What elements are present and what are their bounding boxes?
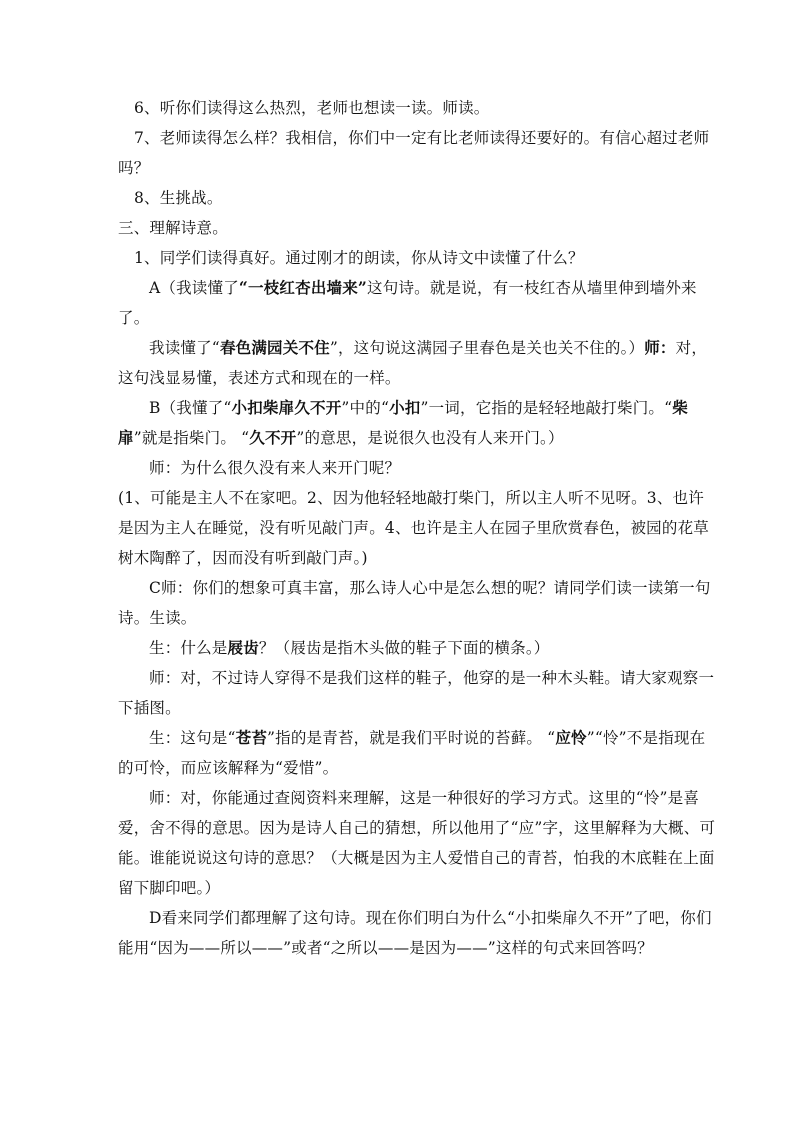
bold-phrase: 应怜 [555, 728, 587, 747]
text-run: 6、听你们读得这么热烈，老师也想读一读。师读。 [134, 99, 490, 117]
text-run: 1、同学们读得真好。通过刚才的朗读，你从诗文中读懂了什么？ [134, 249, 584, 267]
paragraph [118, 93, 718, 123]
paragraph [118, 633, 718, 663]
paragraph [118, 723, 718, 783]
text-run: 师：对，你能通过查阅资料来理解，这是一种很好的学习方式。这里的“怜”是喜爱，舍不得的意思。因为是诗人自己的猜想，所以他用了“应”字，这里解释为大概、可能。谁能说说这句诗的意思？（大概是因为主人爱惜自己的青苔，怕我的木底鞋在上面留下脚印吧。） [118, 789, 716, 897]
text-run: 师：对，不过诗人穿得不是我们这样的鞋子，他穿的是一种木头鞋。请大家观察一下插图。 [118, 669, 715, 717]
text-run: ？（屐齿是指木头做的鞋子下面的横条。） [258, 639, 550, 657]
paragraph [118, 663, 718, 723]
text-run: 我读懂了“ [149, 339, 220, 357]
lesson-text [118, 93, 718, 963]
text-run: ”就是指柴门。 “ [133, 429, 250, 447]
bold-phrase: 小扣 [389, 398, 421, 417]
text-run: ”中的“ [341, 399, 390, 417]
bold-phrase: 苍苔 [235, 728, 268, 747]
paragraph [118, 273, 718, 333]
text-run: D看来同学们都理解了这句诗。现在你们明白为什么“小扣柴扉久不开”了吧，你们能用“因为——所以——”或者“之所以——是因为——”这样的句式来回答吗？ [118, 909, 712, 957]
paragraph [118, 183, 718, 213]
text-run: C师：你们的想象可真丰富，那么诗人心中是怎么想的呢？请同学们读一读第一句诗。生读。 [118, 579, 711, 627]
text-run: B（我懂了“ [149, 399, 232, 417]
text-run: 生：什么是 [149, 639, 228, 657]
paragraph [118, 903, 718, 963]
text-run: ”，这句说这满园子里春色是关也关不住的。） [329, 339, 645, 357]
text-run: 8、生挑战。 [134, 189, 223, 207]
bold-phrase: 屐齿 [227, 638, 259, 657]
paragraph [118, 243, 718, 273]
text-run: ”一词，它指的是轻轻地敲打柴门。“ [420, 399, 673, 417]
bold-phrase: 久不开 [249, 428, 297, 447]
bold-phrase: 小扣柴扉久不开 [231, 398, 342, 417]
text-run: 这句诗。就是说，有一枝红杏从墙里伸到墙外来了。 [118, 279, 697, 327]
paragraph [118, 783, 718, 903]
text-run: 对，这句浅显易懂，表述方式和现在的一样。 [118, 339, 708, 387]
paragraph [118, 213, 718, 243]
paragraph [118, 123, 718, 183]
text-run: (1、可能是主人不在家吧。2、因为他轻轻地敲打柴门，所以主人听不见呀。3、也许是因为主人在睡觉，没有听见敲门声。4、也许是主人在园子里欣赏春色，被园的花草树木陶醉了，因而没有听到敲门声。) [118, 489, 709, 567]
bold-phrase: 柴扉 [118, 398, 688, 447]
text-run: 师：为什么很久没有来人来开门呢？ [149, 459, 401, 477]
paragraph [118, 393, 718, 453]
paragraph [118, 453, 718, 483]
paragraph [118, 333, 718, 393]
bold-phrase: “一枝红杏出墙来” [238, 278, 368, 297]
text-run: 三、理解诗意。 [118, 219, 228, 237]
bold-phrase: 师： [644, 338, 676, 357]
text-run: A（我读懂了 [149, 279, 239, 297]
bold-phrase: 春色满园关不住 [219, 338, 330, 357]
text-run: 7、老师读得怎么样？我相信，你们中一定有比老师读得还要好的。有信心超过老师吗？ [118, 129, 710, 177]
paragraph [118, 573, 718, 633]
text-run: ”指的是青苔，就是我们平时说的苔藓。 “ [267, 729, 556, 747]
text-run: ”的意思，是说很久也没有人来开门。） [296, 429, 564, 447]
text-run: ”“怜”不是指现在的可怜，而应该解释为“爱惜”。 [118, 729, 706, 777]
text-run: 生：这句是“ [149, 729, 236, 747]
paragraph [118, 483, 718, 573]
